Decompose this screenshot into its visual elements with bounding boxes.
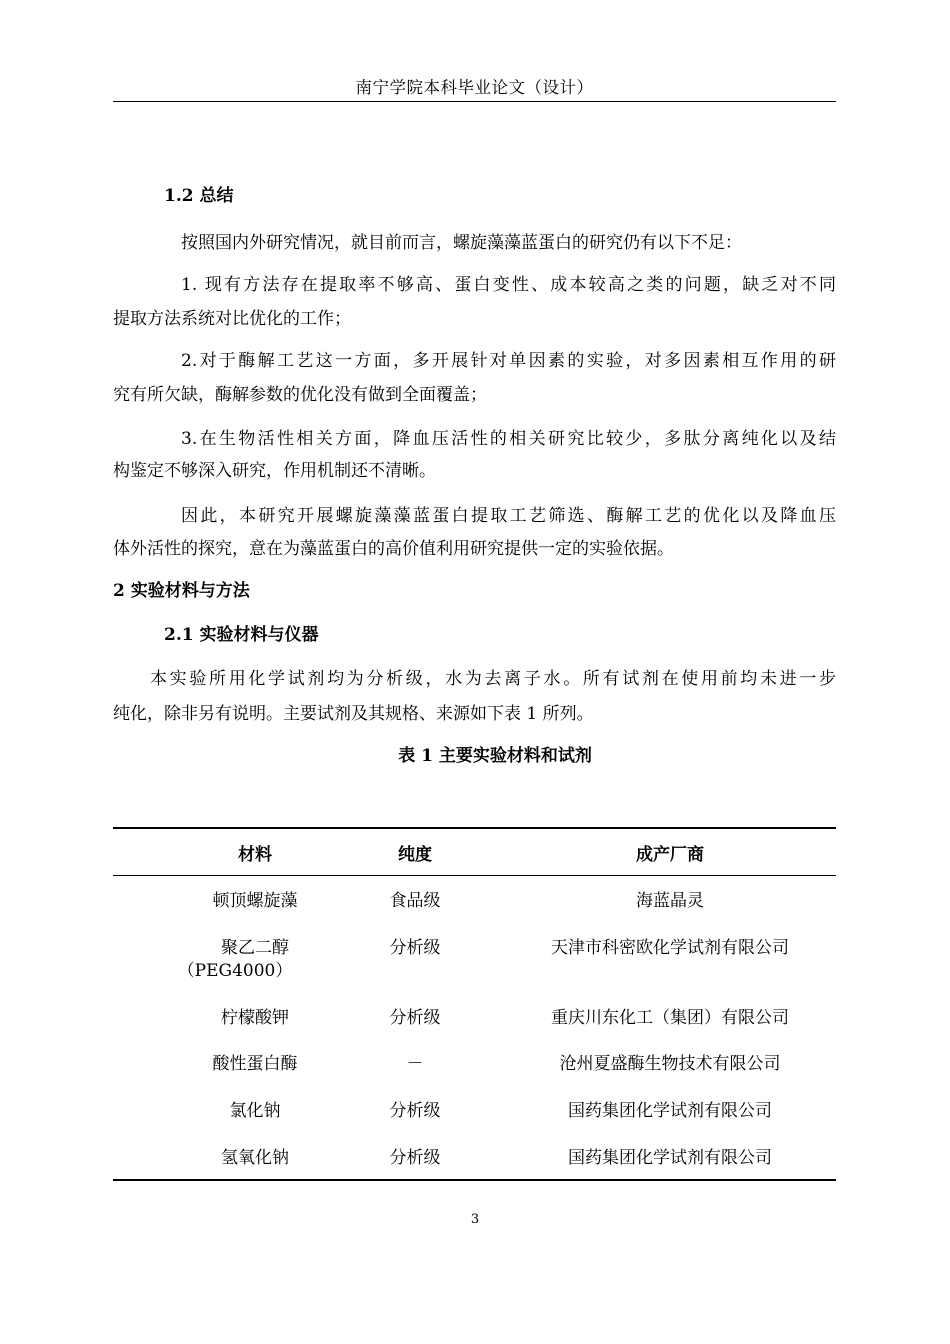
cell-maker: 海蓝晶灵 (636, 891, 704, 911)
item-3-line-2: 构鉴定不够深入研究，作用机制还不清晰。 (113, 461, 436, 481)
page-number: 3 (470, 1212, 480, 1227)
cell-material: 氢氧化钠 (221, 1148, 289, 1168)
cell-material: 顿顶螺旋藻 (212, 891, 298, 911)
table-bottom-rule (113, 1179, 836, 1181)
item-3-line-1: 3.在生物活性相关方面，降血压活性的相关研究比较少，多肽分离纯化以及结 (181, 429, 836, 449)
section-2-heading: 2 实验材料与方法 (113, 581, 250, 601)
item-2-line-2: 究有所欠缺，酶解参数的优化没有做到全面覆盖； (113, 385, 487, 405)
item-1-line-2: 提取方法系统对比优化的工作； (113, 309, 351, 329)
cell-material-line-2: （PEG4000） (177, 961, 293, 981)
section-2-1-heading: 2.1 实验材料与仪器 (164, 625, 319, 645)
page-header-title: 南宁学院本科毕业论文（设计） (355, 78, 594, 97)
cell-purity: 分析级 (389, 1101, 441, 1121)
cell-material: 酸性蛋白酶 (212, 1054, 298, 1074)
section-2-para-line-2: 纯化，除非另有说明。主要试剂及其规格、来源如下表 1 所列。 (113, 704, 594, 724)
section-1-2-intro: 按照国内外研究情况，就目前而言，螺旋藻藻蓝蛋白的研究仍有以下不足： (181, 233, 742, 253)
cell-maker: 国药集团化学试剂有限公司 (568, 1101, 772, 1121)
cell-material: 柠檬酸钾 (221, 1008, 289, 1028)
conclusion-line-2: 体外活性的探究，意在为藻蓝蛋白的高价值利用研究提供一定的实验依据。 (113, 539, 674, 559)
cell-maker: 国药集团化学试剂有限公司 (568, 1148, 772, 1168)
cell-purity: 分析级 (389, 1148, 441, 1168)
cell-purity: － (406, 1054, 424, 1074)
cell-purity: 食品级 (389, 891, 441, 911)
header-rule (113, 101, 836, 102)
item-1-line-1: 1. 现有方法存在提取率不够高、蛋白变性、成本较高之类的问题，缺乏对不同 (181, 275, 836, 295)
header-maker: 成产厂商 (636, 845, 704, 865)
cell-purity: 分析级 (389, 938, 441, 958)
cell-material: 聚乙二醇 (221, 938, 289, 958)
header-purity: 纯度 (398, 845, 432, 865)
section-2-para-line-1: 本实验所用化学试剂均为分析级，水为去离子水。所有试剂在使用前均未进一步 (150, 669, 836, 689)
table-caption: 表 1 主要实验材料和试剂 (398, 746, 592, 766)
table-top-rule (113, 827, 836, 829)
cell-maker: 重庆川东化工（集团）有限公司 (551, 1008, 789, 1028)
cell-material: 氯化钠 (229, 1101, 281, 1121)
section-1-2-heading: 1.2 总结 (164, 186, 234, 206)
header-material: 材料 (238, 845, 272, 865)
table-header-rule (113, 875, 836, 876)
item-2-line-1: 2.对于酶解工艺这一方面，多开展针对单因素的实验，对多因素相互作用的研 (181, 351, 836, 371)
conclusion-line-1: 因此，本研究开展螺旋藻藻蓝蛋白提取工艺筛选、酶解工艺的优化以及降血压 (181, 506, 836, 526)
cell-purity: 分析级 (389, 1008, 441, 1028)
cell-maker: 沧州夏盛酶生物技术有限公司 (559, 1054, 781, 1074)
cell-maker: 天津市科密欧化学试剂有限公司 (551, 938, 789, 958)
